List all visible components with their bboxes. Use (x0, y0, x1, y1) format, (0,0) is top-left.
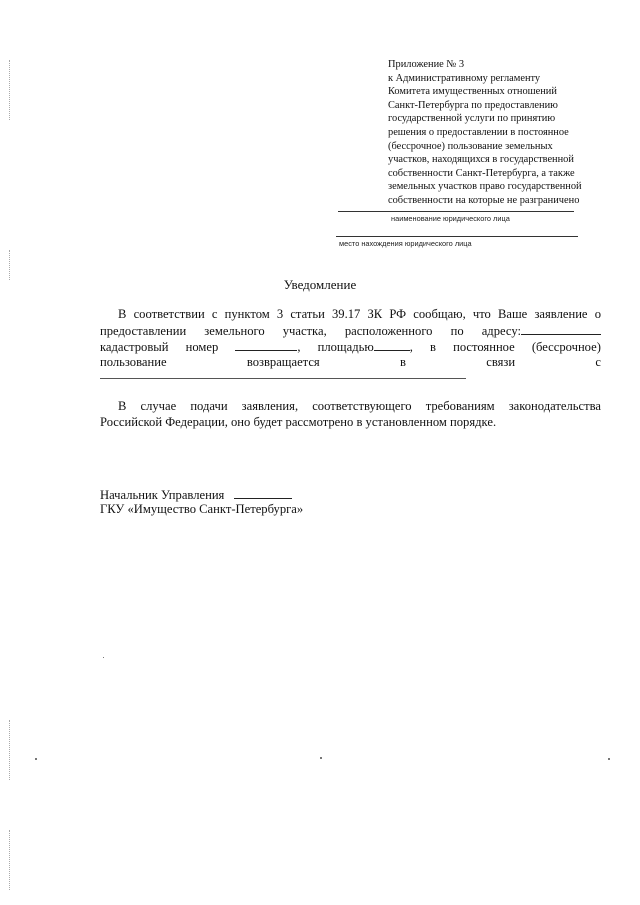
word: соответствующего (312, 399, 412, 413)
appendix-line: Приложение № 3 (388, 59, 465, 70)
word: РФ (389, 307, 407, 321)
word: участка, (282, 324, 327, 338)
comma: , (409, 340, 413, 354)
word: заявления, (241, 399, 299, 413)
word: о (594, 307, 601, 321)
appendix-line: к Административному регламенту (388, 72, 541, 84)
appendix-line: решения о предоставлении в постоянное (388, 126, 569, 138)
scan-edge-mark (9, 60, 10, 120)
cadastral-number-blank (235, 338, 297, 351)
paragraph-1-line-2 (100, 322, 601, 338)
paragraph-1-line-1 (100, 306, 601, 322)
word: пользование (100, 355, 167, 369)
appendix-line: собственности на которые не разграничено (388, 194, 580, 206)
area-fill (318, 338, 413, 355)
word: с (595, 355, 601, 369)
signature-blank (234, 486, 292, 499)
scan-edge-mark (9, 720, 10, 780)
reason-blank-line (100, 378, 466, 379)
appendix-line: (бессрочное) пользование земельных (388, 140, 553, 152)
comma: , (297, 340, 301, 354)
scan-speck (103, 657, 104, 658)
word: в (430, 340, 436, 354)
word: законодательства (508, 399, 601, 413)
recipient-address-caption: место нахождения юридического лица (339, 239, 472, 248)
area-blank (374, 338, 410, 351)
word: заявление (534, 307, 588, 321)
word: подачи (190, 399, 228, 413)
word: в (400, 355, 406, 369)
signatory-position (100, 486, 292, 503)
document-title: Уведомление (283, 277, 357, 292)
scan-speck (320, 757, 322, 759)
paragraph-1-line-3 (100, 338, 601, 354)
word: постоянное (453, 340, 515, 354)
word: Ваше (498, 307, 528, 321)
recipient-name-line (338, 211, 574, 212)
word: расположенного (344, 324, 433, 338)
word: возвращается (246, 355, 320, 369)
word: пунктом (224, 307, 270, 321)
address-fill (482, 322, 601, 339)
word: с (211, 307, 218, 321)
word: земельного (204, 324, 265, 338)
cadastral-fill (235, 338, 300, 355)
word: связи (486, 355, 516, 369)
appendix-line: Комитета имущественных отношений (388, 86, 557, 98)
word: площадью (317, 340, 374, 354)
recipient-name-caption: наименование юридического лица (391, 214, 510, 223)
appendix-header (388, 58, 600, 208)
scan-edge-mark (9, 250, 10, 280)
appendix-line: государственной услуги по принятию (388, 113, 556, 125)
word: предоставлении (100, 324, 187, 338)
scan-speck (608, 758, 610, 760)
word: 39.17 (332, 307, 361, 321)
appendix-line: Санкт-Петербурга по предоставлению (388, 99, 558, 111)
word: по (450, 324, 464, 338)
address-blank (521, 322, 601, 335)
word: ЗК (367, 307, 383, 321)
paragraph-1-line-4 (100, 354, 601, 370)
word: кадастровый (100, 340, 169, 354)
position-title: Начальник Управления (100, 488, 225, 502)
scan-edge-mark (9, 830, 10, 890)
word: статьи (290, 307, 325, 321)
word: требованиям (425, 399, 495, 413)
signatory-organization: ГКУ «Имущество Санкт-Петербурга» (100, 502, 304, 516)
paragraph-2-line-1 (100, 398, 601, 414)
recipient-address-line (336, 236, 578, 237)
word: В (118, 399, 127, 413)
appendix-line: земельных участков право государственной (388, 181, 582, 193)
appendix-line: собственности Санкт-Петербурга, а также (388, 167, 575, 179)
word: В (118, 307, 127, 321)
word: сообщаю, (413, 307, 466, 321)
word: что (472, 307, 491, 321)
word: соответствии (133, 307, 205, 321)
word: (бессрочное) (531, 340, 601, 354)
scan-speck (35, 758, 37, 760)
word: случае (140, 399, 177, 413)
word: номер (185, 340, 219, 354)
word: 3 (276, 307, 284, 321)
word: адресу: (481, 324, 521, 338)
paragraph-2-line-2: Российской Федерации, оно будет рассмотрено в установленном порядке. (100, 415, 497, 429)
appendix-line: участков, находящихся в государственной (388, 154, 574, 166)
